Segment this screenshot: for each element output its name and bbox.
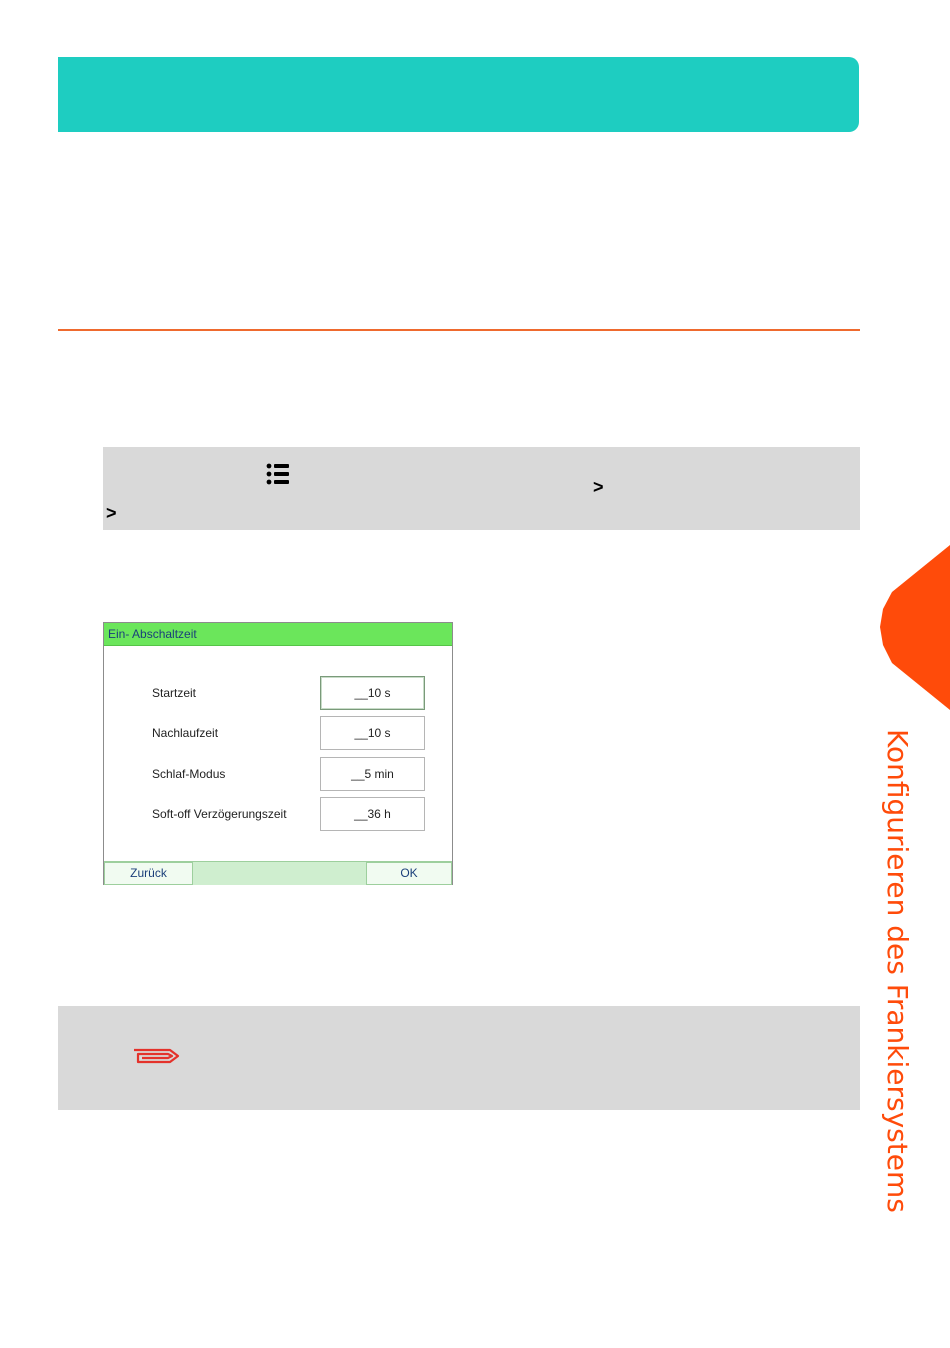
path-separator: > xyxy=(106,503,117,523)
section-divider xyxy=(58,329,860,331)
menu-path-box xyxy=(103,447,860,530)
startzeit-label: Startzeit xyxy=(152,686,197,700)
screen-footer xyxy=(104,861,452,885)
nachlaufzeit-label: Nachlaufzeit xyxy=(152,726,219,740)
chapter-tab xyxy=(880,545,950,710)
schlaf-modus-field[interactable]: __5 min xyxy=(320,757,425,791)
paperclip-note-icon xyxy=(132,1044,182,1073)
section-header-bar xyxy=(58,57,859,132)
note-box xyxy=(58,1006,860,1110)
schlaf-modus-label: Schlaf-Modus xyxy=(152,767,226,781)
nachlaufzeit-field[interactable]: __10 s xyxy=(320,716,425,750)
soft-off-label: Soft-off Verzögerungszeit xyxy=(152,807,287,821)
soft-off-field[interactable]: __36 h xyxy=(320,797,425,831)
device-screen xyxy=(103,622,453,885)
path-separator: > xyxy=(593,477,604,497)
screen-title: Ein- Abschaltzeit xyxy=(104,623,452,646)
chapter-title: Konfigurieren des Frankiersystems xyxy=(881,729,914,1213)
back-button[interactable]: Zurück xyxy=(104,862,193,885)
startzeit-field[interactable]: __10 s xyxy=(320,676,425,710)
ok-button[interactable]: OK xyxy=(366,862,452,885)
list-icon xyxy=(266,462,290,491)
